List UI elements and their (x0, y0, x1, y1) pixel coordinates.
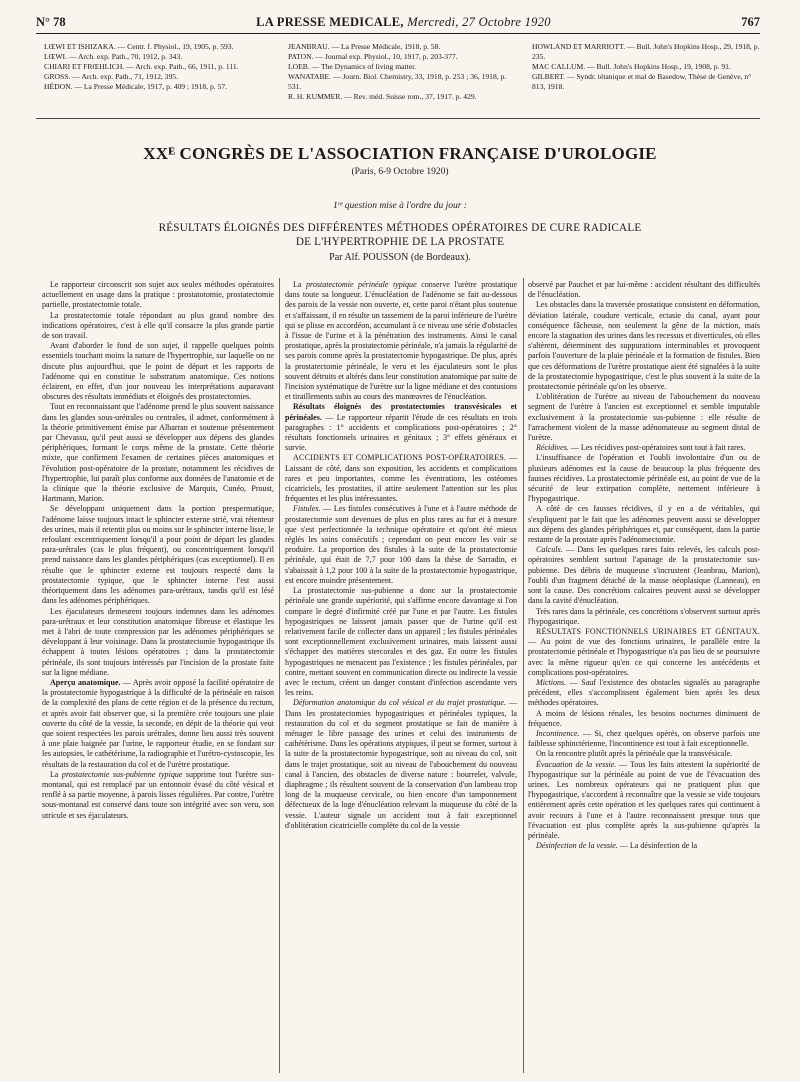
paragraph-text: Dans les prostatectomies hypogastriques et périnéales typiques, la restauration du col et du segment prostatique se fait de manière à ménager le libre passage des urines et celui des instruments de cathétérisme. Dans les opérations atypiques, il peut se former, surtout à la suite de la prostatectomie hypogastrique, soit au niveau du col, soit dans le trajet prostatique, soit au niveau de l'abouchement du nouveau canal à l'ancien, des obstacles de diverse nature : bourrelet, valvule, diaphragme ; ils résultent souvent de la conservation d'un lambeau trop long de la muqueuse cervicale, ou bien encore d'un tamponnement défectueux de la loge d'énucléation relevant la muqueuse du côté de la vessie. L'auteur signale un accident tout à fait exceptionnel d'oblitération cicatricielle complète du col de la vessie (285, 708, 517, 830)
reference: MAC CALLUM. — Bull. John's Hopkins Hosp., 19, 1908, p. 91. (532, 62, 731, 71)
paragraph-text: conserve l'urètre prostatique dans toute sa longueur. L'énucléation de l'adénome se fait au-dessous des parois de la vessie non ouverte, et, cette paroi n'étant plus soutenue et s'affaissant, il en résulte un tassement de la paroi inférieure de l'urètre qui se plisse en accordéon, accumulant à ce niveau une série d'obstacles à l'issue de l'urine et à la pénétration des instruments. Ainsi le canal prostatique, après la prostatectomie périnéale, n'a jamais la régularité de ses parois comme après la prostatectomie hypogastrique. De plus, après la prostatectomie périnéale, le veru et les éjaculateurs sont le plus souvent détruits et altérés dans leur constitution anatomique par suite de l'incision systématique de l'urètre sur la ligne médiane et des contusions et tiraillements subis au cours des manœuvres de l'énucléation. (285, 280, 518, 402)
text-column-3 (528, 280, 760, 851)
congress-title: XXᴱ CONGRÈS DE L'ASSOCIATION FRANÇAISE D'UROLOGIE (143, 144, 657, 163)
paragraph-text: Tous les faits attestent la supériorité de l'hypogastrique sur la périnéale au point de vue de l'évacuation des urines. Les nombreux opérateurs qui ne pratiquent plus que l'hypogastrique, s'accordent à reconnaître que la vessie se vide toujours entièrement après cette opération et les quelques rares qui continuent à avoir recours à l'une et à l'autre reconnaissent presque tous que l'évacuation est plus complète après la sus-pubienne qu'après la périnéale. (528, 759, 760, 840)
paragraph-text: Après avoir opposé la facilité opératoire de la prostatectomie hypogastrique à la difficulté de la périnéale en raison de la complexité des plans de cette région et de la présence du rectum, et après avoir fait observer que, si la première crée toujours une plaie ouverte du côté de la vessie, la seconde, en dépit de la théorie qui veut que soient respectées les parois urétrales, donne lieu aussi très souvent à une plaie baignée par l'urine, le rapporteur étudie, en se fondant sur les autopsies, le cathétérisme, la radiographie et l'urétro-cystoscopie, les résultats de la restauration du col et de l'urètre prostatique. (42, 677, 274, 769)
paragraph: Avant d'aborder le fond de son sujet, il rappelle quelques points essentiels touchant moins la nature de l'hypertrophie, sur laquelle on ne discute plus aujourd'hui, que le point de départ et les rapports de l'adénome qui en constitue le substratum anatomique. Ces notions éclairent, en effet, d'un jour nouveau les interprétations auparavant obscures des résultats immédiats et éloignés des prostatectomies. (42, 341, 274, 402)
issue-date: Mercredi, 27 Octobre 1920 (407, 15, 551, 29)
paragraph: Fistules. — Les fistules consécutives à l'une et à l'autre méthode de prostatectomie sont devenues de plus en plus rares au fur et à mesure que s'est perfectionnée la technique opératoire et qu'ont été mieux réglés les soins consécutifs ; cependant on peut encore les voir se produire. La proportion des fistules à la suite de la prostatectomie périnéale, qui était de 7,7 pour 100 dans la thèse de Sarradin, et s'abaissait à 1,2 pour 100 à la suite de la prostatectomie hypogastrique, est encore moindre présentement. (285, 504, 517, 585)
paragraph-text: Laissant de côté, dans son exposition, les accidents et complications rares et peu importantes, comme les éventrations, les ostéomes cicatriciels, les prostatites, il attire seulement l'attention sur les plus fréquentes et les plus intéressantes. (285, 463, 517, 504)
paragraph: L'insuffisance de l'opération et l'oubli involontaire d'un ou de plusieurs adénomes est la cause de beaucoup la plus fréquente des fausses récidives. La prostatectomie périnéale est, au point de vue de la sécurité de leur extirpation complète, nettement inférieure à l'hypogastrique. (528, 453, 760, 504)
section-divider (36, 118, 760, 119)
paragraph: Aperçu anatomique. — Après avoir opposé la facilité opératoire de la prostatectomie hypogastrique à la difficulté de la périnéale en raison de la complexité des plans de cette région et de la présence du rectum, et après avoir fait observer que, si la première crée toujours une plaie ouverte du côté de la vessie, la seconde, en dépit de la théorie qui veut que soient respectées les parois urétrales, donne lieu aussi très souvent à une plaie baignée par l'urine, le rapporteur étudie, en se fondant sur les autopsies, le cathétérisme, la radiographie et l'urétro-cystoscopie, les résultats de la restauration du col et de l'urètre prostatique. (42, 677, 274, 769)
paragraph: On la rencontre plutôt après la périnéale que la transvésicale. (536, 749, 733, 759)
paragraph: Calculs. — Dans les quelques rares faits relevés, les calculs post-opératoires semblent surtout l'apanage de la prostatectomie sus-pubienne. Des débris de muqueuse s'incrustent (Jeanbrau, Marion), l'oubli d'un fragment détaché de la masse néoplasique (Lanneau), en sont la cause. Des concrétions calcaires peuvent aussi se développer dans la cavité d'énucléation. (528, 545, 760, 606)
subsection-heading: Incontinence. (536, 728, 580, 738)
paragraph: Désinfection de la vessie. — La désinfection de la (536, 841, 698, 851)
paragraph: Les obstacles dans la traversée prostatique consistent en déformation, déviation latérale, coudure verticale, ectasie du canal, ayant pour conséquence fâcheuse, non seulement la gêne de la miction, mais encore la stagnation des urines dans les recessus et diverticules, où elles s'altèrent, déterminent des suppurations interminables et provoquent parfois l'ouverture de la plaie périnéale et la formation de fistules. Bien que ces déformations de l'urètre prostatique aient été signalées à la suite de la prostatectomie hypogastrique, c'est le plus souvent à la suite de la prostatectomie périnéale qu'on les observe. (528, 300, 760, 392)
reference: GILBERT. — Syndr. tétanique et mal de Basedow, Thèse de Genève, n° 813, 1918. (532, 72, 752, 91)
paragraph: Mictions. — Sauf l'existence des obstacles signalés au paragraphe précédent, elles s'accomplissent également bien après les deux méthodes opératoires. (528, 677, 760, 708)
emphasis: prostatectomie sus-pubienne typique (61, 769, 183, 779)
paragraph: Les éjaculateurs demeurent toujours indemnes dans les adénomes para-urétraux et leur constitution anatomique fibreuse et élastique les met à l'abri de toute compression par les adénomes périphériques se développant à leur voisinage. Dans la prostatectomie hypogastrique ils échappent à toutes lésions opératoires ; dans la prostatectomie périnéale, ils sont toujours intéressés par l'incision de la prostate faite sur la ligne médiane. (42, 606, 274, 677)
journal-name: LA PRESSE MEDICALE, (256, 15, 404, 29)
references-col1 (44, 42, 272, 92)
subsection-heading: Récidives. (536, 443, 569, 453)
paragraph: La prostatectomie sus-pubienne typique supprime tout l'urètre sus-montanal, qui est remplacé par un entonnoir évasé du côté vésical et renflé à sa partie moyenne, à parois lisses régulières. Par contre, l'urètre sous-montanal est conservé dans toute son intégrité avec son veru, son utricule et ses éjaculateurs. (42, 769, 274, 820)
paragraph-text: Les récidives post-opératoires sont tout à fait rares. (580, 443, 746, 453)
paragraph: La prostatectomie sus-pubienne a donc sur la prostatectomie périnéale une grande supériorité, qui s'affirme encore davantage si l'on compare le degré d'infirmité créé par l'une et par l'autre. Les fistules hypogastriques ne laissent jamais passer que de l'urine qu'il est relativement facile de collecter dans un appareil ; les fistules périnéales sont exceptionnellement exclusivement urinaires, mais laissent aussi s'échapper des matières stercorales et des gaz. En outre les fistules hypogastriques ne menacent pas l'existence ; les fistules périnéales, par contre, mettant souvent en communication directe ou indirecte la vessie avec le rectum, créent un danger constant d'infection ascendante vers les reins. (285, 586, 517, 698)
reference: WANATABE. — Journ. Biol. Chemistry, 33, 1918, p. 253 ; 36, 1918, p. 531. (288, 72, 507, 91)
reference: LŒWI. — Arch. exp. Path., 70, 1912, p. 343. (44, 52, 183, 61)
text-column-2 (285, 280, 517, 831)
paragraph-text: Si, chez quelques opérés, on observe parfois une faiblesse sphinctérienne, l'incontinence est tout à fait exceptionnelle. (528, 728, 760, 749)
running-title (256, 15, 551, 30)
text-column-1 (42, 280, 274, 821)
paragraph-text: Le rapporteur répartit l'étude de ces résultats en trois paragraphes : 1° accidents et complications post-opératoires ; 2° résultats fonctionnels urinaires et génitaux ; 3° effets généraux et survie. (285, 412, 517, 453)
subsection-heading: RÉSULTATS FONCTIONNELS URINAIRES ET GÉNITAUX. (536, 626, 760, 636)
paragraph: ACCIDENTS ET COMPLICATIONS POST-OPÉRATOIRES. — Laissant de côté, dans son exposition, les accidents et complications rares et peu importantes, comme les éventrations, les ostéomes cicatriciels, les prostatites, il attire seulement l'attention sur les plus fréquentes et les plus intéressantes. (285, 453, 517, 504)
subsection-heading: Calculs. (536, 545, 563, 555)
paragraph: Récidives. — Les récidives post-opératoires sont tout à fait rares. (536, 443, 746, 453)
subsection-heading: Déformation anatomique du col vésical et du trajet prostatique. (293, 698, 506, 708)
reference: LŒWI ET ISHIZAKA. — Centr. f. Physiol., 19, 1905, p. 593. (44, 42, 234, 51)
subsection-heading: Désinfection de la vessie. (536, 841, 618, 851)
page-header (36, 8, 760, 34)
reference: LOEB. — The Dynamics of living matter. (288, 62, 417, 71)
emphasis: prostatectomie périnéale typique (306, 280, 417, 289)
paragraph-text: Sauf l'existence des obstacles signalés au paragraphe précédent, elles s'accomplissent également bien après les deux méthodes opératoires. (528, 677, 760, 708)
paragraph: Évacuation de la vessie. — Tous les faits attestent la supériorité de l'hypogastrique sur la périnéale au point de vue de l'évacuation des urines. Les nombreux opérateurs qui ne pratiquent plus que l'hypogastrique, s'accordent à reconnaître que la vessie se vide toujours entièrement après cette opération et les quelques rares qui continuent à avoir recours à l'une et à l'autre reconnaissent presque tous que l'évacuation est plus complète après la sus-pubienne qu'après la périnéale. (528, 759, 760, 840)
issue-number: N° 78 (36, 15, 66, 29)
question-label: 1ʳᵉ question mise à l'ordre du jour : (333, 201, 467, 211)
reference: JEANBRAU. — La Presse Médicale, 1918, p. 58. (288, 42, 441, 51)
paragraph: Très rares dans la périnéale, ces concrétions s'observent surtout après l'hypogastrique. (528, 606, 760, 626)
paragraph: La prostatectomie périnéale typique conserve l'urètre prostatique dans toute sa longueur. L'énucléation de l'adénome se fait au-dessous des parois de la vessie non ouverte, et, cette paroi n'étant plus soutenue et s'affaissant, il en résulte un tassement de la paroi inférieure de l'urètre qui se plisse en accordéon, accumulant à ce niveau une série d'obstacles à l'issue de l'urine et à la pénétration des instruments. Ainsi le canal prostatique, après la prostatectomie périnéale, n'a jamais la régularité de ses parois comme après la prostatectomie hypogastrique. De plus, après la prostatectomie périnéale, le veru et les éjaculateurs sont le plus souvent détruits et altérés dans leur constitution anatomique par suite de l'incision systématique de l'urètre sur la ligne médiane et des contusions et tiraillements subis au cours des manœuvres de l'énucléation. (285, 280, 518, 402)
paragraph: RÉSULTATS FONCTIONNELS URINAIRES ET GÉNITAUX. — Au point de vue des fonctions urinaires, le parallèle entre la prostatectomie périnéale et l'hypogastrique n'a pas lieu de se poursuivre avec la même rigueur qu'en ce qui concerne les antécédents et complications post-opératoires. (528, 626, 760, 677)
congress-place: (Paris, 6-9 Octobre 1920) (351, 167, 449, 177)
article-heading (0, 221, 800, 249)
paragraph: Incontinence. — Si, chez quelques opérés, on observe parfois une faiblesse sphinctérienne, l'incontinence est tout à fait exceptionnelle. (528, 728, 760, 749)
references-col2 (288, 42, 516, 102)
column-rule (279, 278, 280, 1073)
reference: GROSS. — Arch. exp. Path., 71, 1912, 395. (44, 72, 178, 81)
page-number: 767 (741, 15, 760, 29)
paragraph: Résultats éloignés des prostatectomies transvésicales et périnéales. — Le rapporteur répartit l'étude de ces résultats en trois paragraphes : 1° accidents et complications post-opératoires ; 2° résultats fonctionnels urinaires et génitaux ; 3° effets généraux et survie. (285, 402, 517, 453)
reference: HOWLAND ET MARRIOTT. — Bull. John's Hopkins Hosp., 29, 1918, p. 235. (532, 42, 760, 61)
paragraph-text: La désinfection de la (629, 841, 698, 851)
paragraph-text: Dans les quelques rares faits relevés, les calculs post-opératoires semblent surtout l'apanage de la prostatectomie sus-pubienne. Des débris de muqueuse s'incrustent (Jeanbrau, Marion), l'oubli d'un fragment détaché de la masse néoplasique (Lanneau), en sont la cause. Des concrétions calcaires peuvent aussi se développer dans la cavité d'énucléation. (528, 545, 760, 606)
heading-line: RÉSULTATS ÉLOIGNÉS DES DIFFÉRENTES MÉTHODES OPÉRATOIRES DE CURE RADICALE (158, 222, 642, 234)
author-line: Par Alf. POUSSON (de Bordeaux). (329, 252, 471, 263)
subsection-heading: Fistules. (293, 504, 321, 514)
paragraph: A côté de ces fausses récidives, il y en a de véritables, qui s'expliquent par le fait que les adénomes peuvent aussi se développer aux dépens des glandes périphériques et, par conséquent, dans la partie restante de la prostate après l'adénomectomie. (528, 504, 760, 545)
paragraph-text: supprime tout l'urètre sus-montanal, qui est remplacé par un entonnoir évasé du côté vésical et renflé à sa partie moyenne, à parois lisses régulières. Par contre, l'urètre sous-montanal est conservé dans toute son intégrité avec son veru, son utricule et ses éjaculateurs. (42, 769, 274, 820)
paragraph: La prostatectomie totale répondant au plus grand nombre des indications opératoires, c'est à elle qu'il consacre la plus grande partie de son travail. (42, 310, 274, 341)
subsection-heading: Mictions. (536, 677, 567, 687)
column-rule (523, 278, 524, 1073)
section-heading: Aperçu anatomique. (50, 677, 121, 687)
paragraph: L'oblitération de l'urètre au niveau de l'abouchement du nouveau segment de l'urètre à l'ancien est exceptionnel et semble imputable exclusivement à la prostatectomie sus-pubienne : elle résulte de l'arrachement violent de la masse adénomateuse au segment distal de l'urètre. (528, 392, 760, 443)
paragraph: Déformation anatomique du col vésical et du trajet prostatique. — Dans les prostatectomies hypogastriques et périnéales typiques, la restauration du col et du segment prostatique se fait de manière à ménager le libre passage des urines et celui des instruments de cathétérisme. Dans les opérations atypiques, il peut se former, surtout à la suite de la prostatectomie hypogastrique, soit au niveau du col, soit dans le trajet prostatique, soit au niveau de l'abouchement du nouveau canal à l'ancien, des obstacles de diverse nature : bourrelet, valvule, diaphragme ; ils résultent souvent de la conservation d'un lambeau trop long de la muqueuse cervicale, ou bien encore d'un tamponnement défectueux de la loge d'énucléation relevant la muqueuse du côté de la vessie. L'auteur signale un accident tout à fait exceptionnel d'oblitération cicatricielle complète du col de la vessie (285, 698, 518, 830)
paragraph-text: Au point de vue des fonctions urinaires, le parallèle entre la prostatectomie périnéale et l'hypogastrique n'a pas lieu de se poursuivre avec la même rigueur qu'en ce qui concerne les antécédents et complications post-opératoires. (528, 637, 760, 677)
paragraph: observé par Pauchet et par lui-même : accident résultant des difficultés de l'énucléation. (528, 280, 760, 300)
paragraph: Se développant uniquement dans la portion prespermatique, l'adénome laisse toujours intact le sphincter externe strié, vrai rétenteur des urines, mais il retentit plus ou moins sur le sphincter interne lisse, le refoulant excentriquement lorsqu'il a pour point de départ les glandes para-urétrales (cas le plus fréquent), ou concentriquement lorsqu'il prend naissance dans les glandes périphériques (cas exceptionnel). Il en résulte que le sphincter externe est toujours respecté dans la prostatectomie typique, que le sphincter interne l'est aussi théoriquement dans les adénomes para-urétraux, tandis qu'il est lésé dans les adénomes périphériques. (42, 504, 274, 606)
subsection-heading: Évacuation de la vessie. (536, 759, 617, 769)
reference: CHIARI ET FRŒHLICH. — Arch. exp. Path., 66, 1911, p. 111. (44, 62, 239, 71)
heading-line: DE L'HYPERTROPHIE DE LA PROSTATE (295, 236, 505, 248)
reference: HÉDON. — La Presse Médicale, 1917, p. 409 ; 1918, p. 57. (44, 82, 228, 91)
paragraph: Le rapporteur circonscrit son sujet aux seules méthodes opératoires actuellement en usage dans la pratique : prostatotomie, prostatectomie partielle, prostatectomie totale. (42, 280, 274, 310)
section-heading: Résultats éloignés des prostatectomies transvésicales et périnéales. (285, 402, 517, 422)
reference: PATON. — Journal exp. Physiol., 10, 1917, p. 203-377. (288, 52, 458, 61)
paragraph: A moins de lésions rénales, les besoins nocturnes diminuent de fréquence. (528, 708, 760, 728)
paragraph-text: Les fistules consécutives à l'une et à l'autre méthode de prostatectomie sont devenues de plus en plus rares au fur et à mesure que s'est perfectionnée la technique opératoire et qu'ont été mieux réglés les soins consécutifs ; cependant on peut encore les voir se produire. La proportion des fistules à la suite de la prostatectomie périnéale, qui était de 7,7 pour 100 dans la thèse de Sarradin, et s'abaissait à 1,2 pour 100 à la suite de la prostatectomie hypogastrique, est encore moindre présentement. (285, 504, 517, 585)
references-col3 (532, 42, 760, 92)
subsection-heading: ACCIDENTS ET COMPLICATIONS POST-OPÉRATOIRES. (293, 453, 507, 463)
paragraph: Tout en reconnaissant que l'adénome prend le plus souvent naissance dans les glandes sous-urétrales ou centrales, il admet, conformément à la théorie primitivement émise par Albarran et soutenue présentement par Chevassu, qu'il peut aussi se développer aux dépens des glandes périphériques, formant le corps même de la prostate. Cette théorie mixte, que confirment l'examen de certaines pièces anatomiques et l'évolution post-opératoire de la prostate, notamment les récidives de l'hypertrophie, lui paraît plus conforme aux données de l'anatomie et de la clinique que la théorie exclusive de Marquis, Cunéo, Proust, Hartmann, Marion. (42, 402, 274, 504)
reference: R. H. KUMMER. — Rev. méd. Suisse rom., 37, 1917. p. 429. (288, 92, 477, 101)
